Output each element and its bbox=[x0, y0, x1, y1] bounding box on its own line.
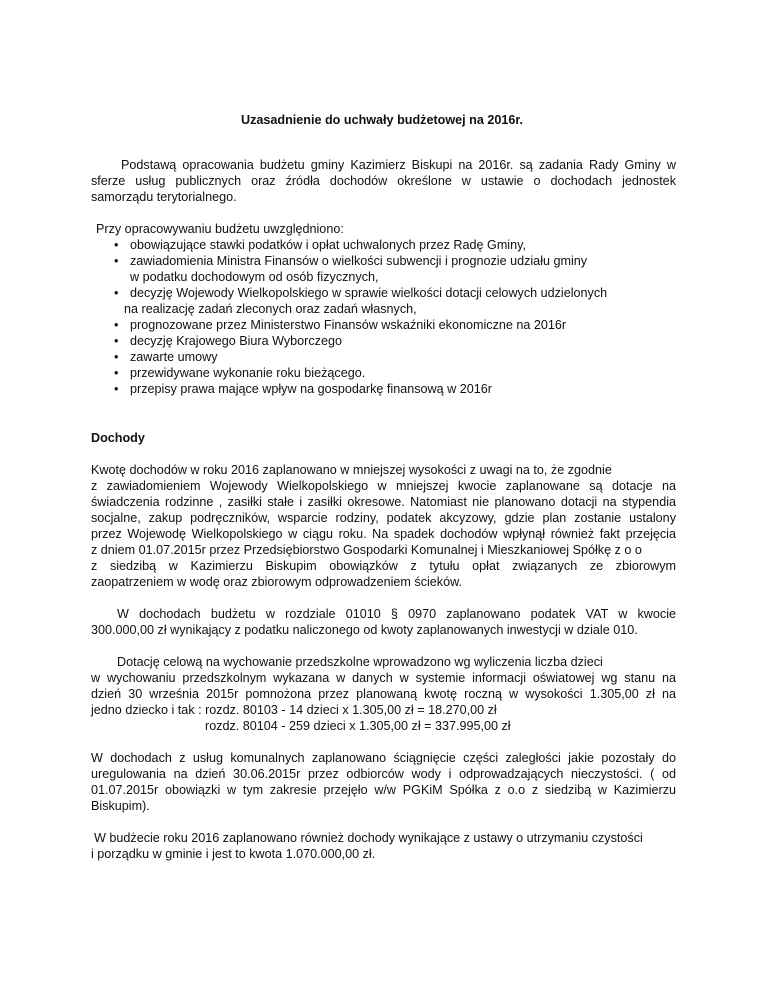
text-line: sferze usług publicznych oraz źródła dochodów określone w ustawie o dochodach jednostek bbox=[91, 174, 676, 188]
list-item: • zawarte umowy bbox=[114, 350, 218, 364]
text-line: z dniem 01.07.2015r przez Przedsiębiorstwo Gospodarki Komunalnej i Mieszkaniowej Spółkę z o o bbox=[91, 543, 642, 557]
list-item-continuation: w podatku dochodowym od osób fizycznych, bbox=[130, 270, 379, 284]
list-item: • przewidywane wykonanie roku bieżącego. bbox=[114, 366, 366, 380]
bullet-icon: • bbox=[114, 366, 119, 380]
list-item: • zawiadomienia Ministra Finansów o wielkości subwencji i prognozie udziału gminy bbox=[114, 254, 588, 268]
text-line: W dochodach z usług komunalnych zaplanowano ściągnięcie części zaległości jakie pozostały do bbox=[91, 751, 676, 765]
bullet-icon: • bbox=[114, 238, 119, 252]
text-line: samorządu terytorialnego. bbox=[91, 190, 237, 204]
text-line: świadczenia rodzinne , zasiłki stałe i zasiłki okresowe. Natomiast nie planowano dotacji na stypendia bbox=[91, 495, 676, 509]
bullet-icon: • bbox=[114, 254, 119, 268]
list-item: • obowiązujące stawki podatków i opłat uchwalonych przez Radę Gminy, bbox=[114, 238, 526, 252]
text-line: W dochodach budżetu w rozdziale 01010 § 0970 zaplanowano podatek VAT w kwocie bbox=[117, 607, 676, 621]
text-line: W budżecie roku 2016 zaplanowano również dochody wynikające z ustawy o utrzymaniu czystości bbox=[94, 831, 643, 845]
text-line: z zawiadomieniem Wojewody Wielkopolskiego w mniejszej kwocie zaplanowane są dotacje na bbox=[91, 479, 676, 493]
list-item: • decyzję Krajowego Biura Wyborczego bbox=[114, 334, 342, 348]
bullet-icon: • bbox=[114, 350, 119, 364]
text-line: rozdz. 80104 - 259 dzieci x 1.305,00 zł = 337.995,00 zł bbox=[205, 719, 511, 733]
text-line: zaopatrzeniem w wodę oraz zbiorowym odprowadzeniem ścieków. bbox=[91, 575, 462, 589]
text-line: przez Wojewodę Wielkopolskiego w ciągu roku. Na spadek dochodów wpłynął również fakt przejęcia bbox=[91, 527, 676, 541]
considered-heading: Przy opracowywaniu budżetu uwzględniono: bbox=[96, 222, 344, 236]
bullet-icon: • bbox=[114, 334, 119, 348]
document-title: Uzasadnienie do uchwały budżetowej na 2016r. bbox=[241, 113, 524, 127]
text-line: i porządku w gminie i jest to kwota 1.070.000,00 zł. bbox=[91, 847, 376, 861]
text-line: Dotację celową na wychowanie przedszkolne wprowadzono wg wyliczenia liczba dzieci bbox=[117, 655, 603, 669]
list-item-continuation: na realizację zadań zleconych oraz zadań własnych, bbox=[124, 302, 417, 316]
bullet-icon: • bbox=[114, 382, 119, 396]
text-line: 01.07.2015r obowiązki w tym zakresie przejęło w/w PGKiM Spółka z o.o z siedzibą w Kazimierzu bbox=[91, 783, 676, 797]
list-item: • przepisy prawa mające wpływ na gospodarkę finansową w 2016r bbox=[114, 382, 492, 396]
bullet-icon: • bbox=[114, 318, 119, 332]
text-line: jedno dziecko i tak : rozdz. 80103 - 14 dzieci x 1.305,00 zł = 18.270,00 zł bbox=[91, 703, 497, 717]
list-item: • prognozowane przez Ministerstwo Finansów wskaźniki ekonomiczne na 2016r bbox=[114, 318, 567, 332]
text-line: uregulowania na dzień 30.06.2015r przez odbiorców wody i odprowadzających nieczystości. ( od bbox=[91, 767, 676, 781]
bullet-icon: • bbox=[114, 286, 119, 300]
text-line: Biskupim). bbox=[91, 799, 150, 813]
text-line: socjalne, zakup podręczników, wsparcie rodziny, podatek akcyzowy, gdzie plan zostanie ustalony bbox=[91, 511, 676, 525]
text-line: Kwotę dochodów w roku 2016 zaplanowano w mniejszej wysokości z uwagi na to, że zgodnie bbox=[91, 463, 612, 477]
text-line: dzień 30 września 2015r pomnożona przez planowaną kwotę roczną w wysokości 1.305,00 zł na bbox=[91, 687, 676, 701]
text-line: 300.000,00 zł wynikający z podatku naliczonego od kwoty zaplanowanych inwestycji w dziale 010. bbox=[91, 623, 638, 637]
text-line: w wychowaniu przedszkolnym wykazana w danych w systemie informacji oświatowej wg stanu na bbox=[91, 671, 676, 685]
list-item: • decyzję Wojewody Wielkopolskiego w sprawie wielkości dotacji celowych udzielonych bbox=[114, 286, 608, 300]
text-line: Podstawą opracowania budżetu gminy Kazimierz Biskupi na 2016r. są zadania Rady Gminy w bbox=[121, 158, 676, 172]
text-line: z siedzibą w Kazimierzu Biskupim obowiązków z tytułu opłat związanych ze zbiorowym bbox=[91, 559, 676, 573]
section-heading-income: Dochody bbox=[91, 431, 145, 445]
